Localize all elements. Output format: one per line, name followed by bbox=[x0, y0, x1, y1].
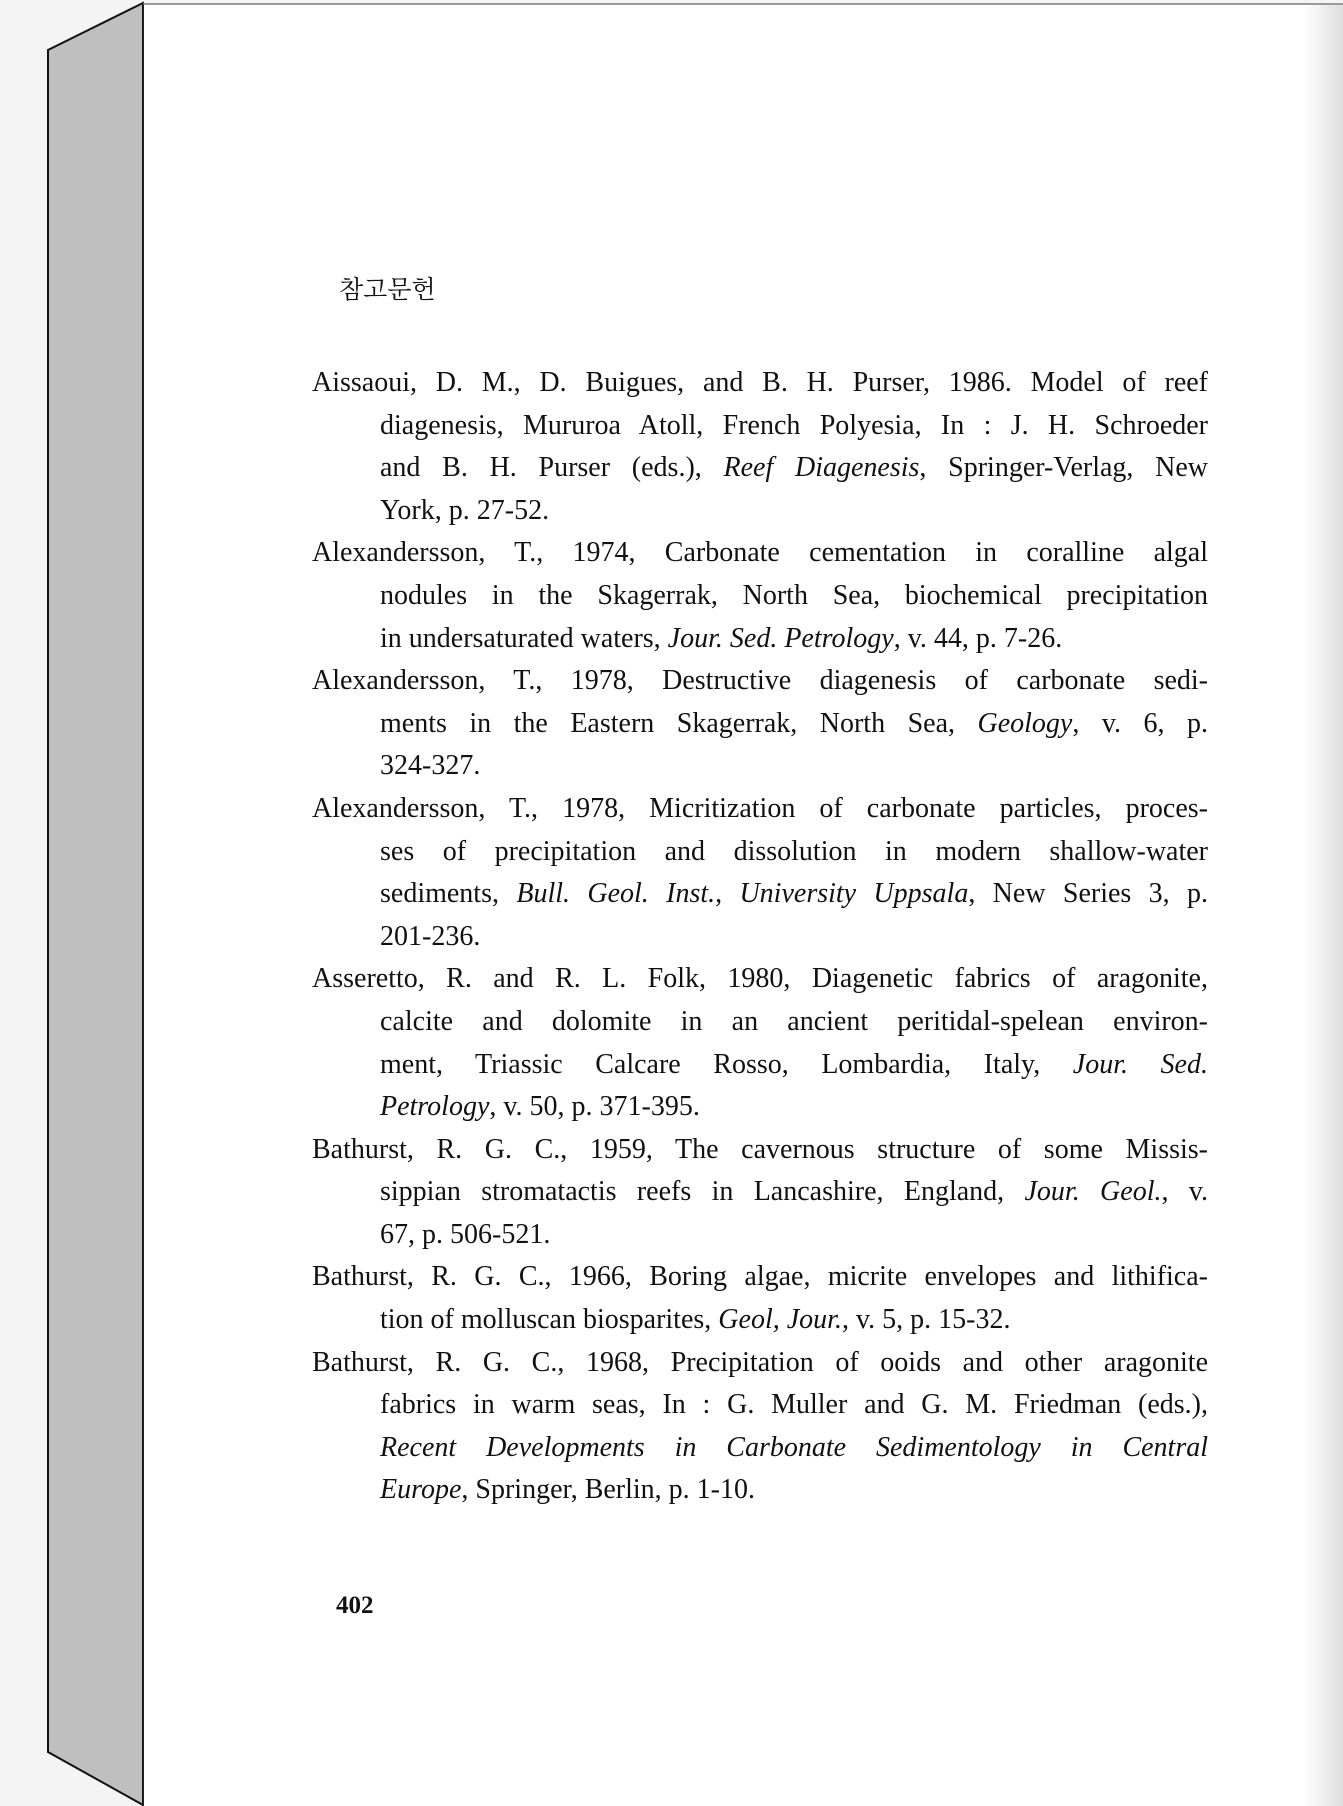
reference-text: 201-236. bbox=[380, 920, 481, 952]
reference-text: tion of molluscan biosparites, bbox=[380, 1304, 719, 1336]
reference-line bbox=[380, 447, 1208, 490]
reference-text: Aissaoui, D. M., D. Buigues, and B. H. Purser, 1986. Model of reef bbox=[312, 367, 1208, 398]
reference-line bbox=[380, 618, 1208, 661]
reference-entry bbox=[312, 532, 1208, 660]
reference-list bbox=[312, 362, 1208, 1512]
page-number: 402 bbox=[336, 1592, 374, 1619]
reference-text: York, p. 27-52. bbox=[380, 494, 550, 526]
italic-title: Europe bbox=[380, 1474, 462, 1506]
reference-text: ses of precipitation and dissolution in modern shallow-water bbox=[380, 835, 1208, 867]
reference-line bbox=[380, 1171, 1208, 1214]
italic-title: Bull. Geol. Inst., University Uppsala bbox=[516, 878, 969, 910]
reference-line bbox=[380, 1469, 1208, 1512]
reference-text: and B. H. Purser (eds.), bbox=[380, 452, 724, 484]
reference-line bbox=[380, 1384, 1208, 1427]
reference-line bbox=[380, 1044, 1208, 1087]
italic-title: Reef Diagenesis bbox=[723, 452, 920, 484]
reference-text: , v. 50, p. 371-395. bbox=[489, 1091, 700, 1123]
reference-line bbox=[380, 1427, 1208, 1470]
reference-entry bbox=[312, 1256, 1208, 1341]
reference-text: 324-327. bbox=[380, 750, 481, 782]
reference-text: nodules in the Skagerrak, North Sea, biochemical precipitation bbox=[380, 579, 1208, 611]
reference-text: sippian stromatactis reefs in Lancashire, England, bbox=[380, 1176, 1025, 1208]
reference-line bbox=[380, 745, 1208, 788]
book-spine bbox=[0, 0, 150, 1806]
reference-text: calcite and dolomite in an ancient peritidal-spelean environ- bbox=[380, 1005, 1208, 1037]
reference-text: Alexandersson, T., 1974, Carbonate cementation in coralline algal bbox=[312, 537, 1208, 569]
reference-line bbox=[380, 1214, 1208, 1257]
italic-title: Geology bbox=[977, 707, 1073, 739]
reference-line bbox=[380, 575, 1208, 618]
reference-text: Bathurst, R. G. C., 1968, Precipitation of ooids and other aragonite bbox=[312, 1346, 1208, 1378]
reference-line bbox=[312, 1129, 1208, 1172]
italic-title: Jour. Sed. Petrology bbox=[667, 622, 894, 654]
italic-title: Petrology bbox=[380, 1091, 490, 1123]
italic-title: Recent Developments in Carbonate Sedimentology in Central bbox=[380, 1431, 1208, 1463]
reference-text: Bathurst, R. G. C., 1966, Boring algae, micrite envelopes and lithifica- bbox=[312, 1261, 1208, 1293]
reference-line bbox=[380, 873, 1208, 916]
reference-text: 67, p. 506-521. bbox=[380, 1218, 551, 1250]
reference-line bbox=[380, 831, 1208, 874]
italic-title: Jour. Geol. bbox=[1024, 1176, 1162, 1208]
reference-entry bbox=[312, 1129, 1208, 1257]
reference-text: , v. bbox=[1161, 1176, 1208, 1208]
reference-entry bbox=[312, 1342, 1208, 1512]
reference-line bbox=[312, 1256, 1208, 1299]
reference-text: , Springer-Verlag, New bbox=[919, 452, 1209, 484]
reference-line bbox=[380, 916, 1208, 959]
italic-title: Jour. Sed. bbox=[1072, 1048, 1208, 1080]
reference-line bbox=[312, 660, 1208, 703]
reference-text: Alexandersson, T., 1978, Micritization of carbonate particles, proces- bbox=[312, 792, 1208, 824]
reference-text: diagenesis, Mururoa Atoll, French Polyesia, In : J. H. Schroeder bbox=[380, 409, 1208, 441]
reference-line bbox=[312, 362, 1208, 405]
reference-line bbox=[312, 1342, 1208, 1385]
reference-text: Asseretto, R. and R. L. Folk, 1980, Diagenetic fabrics of aragonite, bbox=[312, 963, 1208, 995]
reference-text: ments in the Eastern Skagerrak, North Sea, bbox=[380, 707, 978, 739]
reference-line bbox=[312, 958, 1208, 1001]
reference-text: , Springer, Berlin, p. 1-10. bbox=[461, 1474, 756, 1506]
reference-line bbox=[380, 1299, 1208, 1342]
reference-text: sediments, bbox=[380, 878, 517, 910]
reference-line bbox=[380, 1086, 1208, 1129]
reference-line bbox=[380, 405, 1208, 448]
page-edge-shadow bbox=[1303, 5, 1343, 1806]
reference-line bbox=[380, 703, 1208, 746]
reference-line bbox=[312, 532, 1208, 575]
reference-text: , v. 5, p. 15-32. bbox=[841, 1304, 1011, 1336]
reference-line bbox=[312, 788, 1208, 831]
reference-text: Bathurst, R. G. C., 1959, The cavernous structure of some Missis- bbox=[312, 1133, 1208, 1165]
italic-title: Geol, Jour. bbox=[718, 1304, 842, 1336]
reference-text: , v. 44, p. 7-26. bbox=[893, 622, 1063, 654]
reference-line bbox=[380, 490, 1208, 533]
reference-entry bbox=[312, 958, 1208, 1128]
reference-entry bbox=[312, 788, 1208, 958]
reference-text: Alexandersson, T., 1978, Destructive diagenesis of carbonate sedi- bbox=[312, 665, 1208, 697]
reference-text: in undersaturated waters, bbox=[380, 622, 668, 654]
reference-text: , v. 6, p. bbox=[1072, 707, 1208, 739]
section-heading: 참고문헌 bbox=[339, 275, 436, 304]
reference-text: fabrics in warm seas, In : G. Muller and G. M. Friedman (eds.), bbox=[380, 1389, 1208, 1421]
reference-entry bbox=[312, 660, 1208, 788]
reference-line bbox=[380, 1001, 1208, 1044]
reference-text: ment, Triassic Calcare Rosso, Lombardia, Italy, bbox=[380, 1048, 1073, 1080]
reference-entry bbox=[312, 362, 1208, 532]
reference-text: , New Series 3, p. bbox=[968, 878, 1209, 910]
